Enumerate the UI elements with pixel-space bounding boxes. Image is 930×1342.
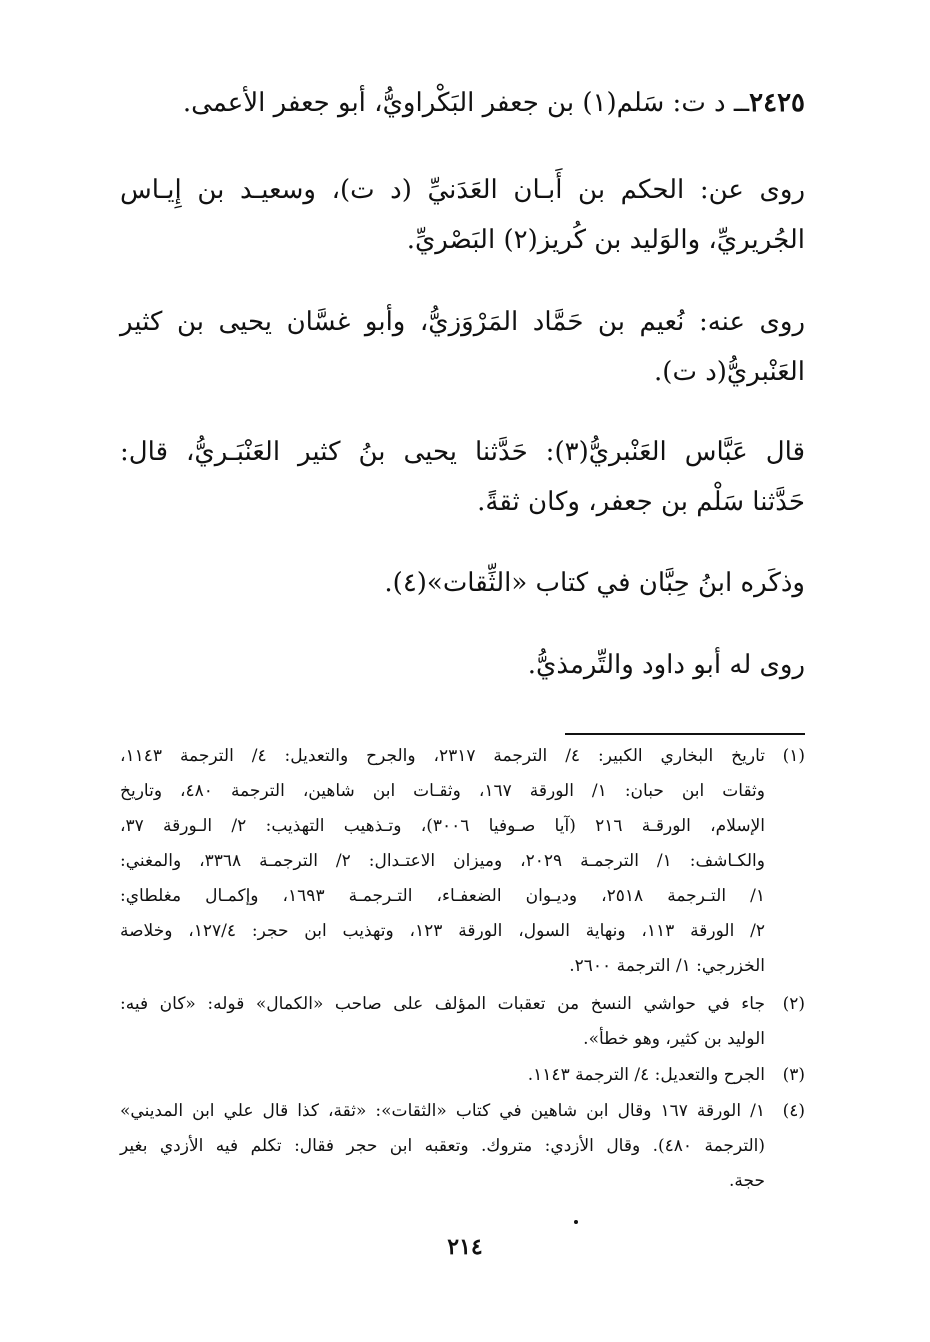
- footnote-marker: (١): [782, 746, 805, 766]
- footnote-1-line-5: ١/ التـرجمة ٢٥١٨، وديـوان الضعفـاء، التـرجمـة ١٦٩٣، وإكمـال مغلطاي:: [120, 886, 765, 906]
- page-number: ٢١٤: [447, 1234, 483, 1260]
- footnote-1-line-6: ٢/ الورقة ١١٣، ونهاية السول، الورقة ١٢٣، وتهذيب ابن حجر: ١٢٧/٤، وخلاصة: [120, 921, 766, 941]
- footnote-4-line-1: ١/ الورقة ١٦٧ وقال ابن شاهين في كتاب «الثقات»: «ثقة، كذا قال علي ابن المديني»: [120, 1101, 765, 1121]
- narrated-from-line-2: الجُريريِّ، والوَليد بن كُريز(٢) البَصْريِّ.: [406, 225, 805, 255]
- footnote-1-line-7: الخزرجي: ١/ الترجمة ٢٦٠٠.: [569, 956, 765, 976]
- quote-line-2: حَدَّثنا سَلْم بن جعفر، وكان ثقةً.: [477, 487, 805, 517]
- footnote-2-line-2: الوليد بن كثير، وهو خطأ».: [583, 1029, 765, 1049]
- footnote-separator: [565, 733, 805, 735]
- narrated-by-line-1: روى عنه: نُعيم بن حَمَّاد المَرْوَزيُّ، وأبو غسَّان يحيى بن كثير: [120, 307, 805, 337]
- footnote-marker: (٤): [782, 1101, 805, 1121]
- narrated-by-line-2: العَنْبريُّ(د ت).: [654, 357, 805, 387]
- footnote-4-line-2: (الترجمة ٤٨٠). وقال الأزدي: متروك. وتعقبه ابن حجر فقال: تكلم فيه الأزدي بغير: [120, 1136, 765, 1156]
- ibn-hibban-line: وذكَره ابنُ حِبَّان في كتاب «الثِّقات»(٤).: [384, 568, 805, 598]
- entry-number: ٢٤٢٥: [749, 88, 805, 118]
- quote-line-1: قال عَبَّاس العَنْبريُّ(٣): حَدَّثنا يحيى بنُ كثير العَنْبَـريُّ، قال:: [120, 437, 806, 467]
- footnote-1-line-4: والكـاشف: ١/ الترجمـة ٢٠٢٩، وميزان الاعتـدال: ٢/ الترجمـة ٣٣٦٨، والمغني:: [120, 851, 765, 871]
- footnote-1-line-2: وثقات ابن حبان: ١/ الورقة ١٦٧، وثقـات ابن شاهين، الترجمة ٤٨٠، وتاريخ: [120, 781, 765, 801]
- narrated-for-line: روى له أبو داود والتِّرمذيُّ.: [527, 650, 805, 680]
- entry-heading: [120, 88, 805, 119]
- footnote-1-line-3: الإسلام، الورقـة ٢١٦ (آيا صـوفيا ٣٠٠٦)، وتـذهيب التهذيب: ٢/ الـورقة ٣٧،: [120, 816, 765, 836]
- narrated-from-line-1: روى عن: الحكم بن أَبـان العَدَنيِّ (د ت)، وسعيـد بن إِيـاس: [120, 175, 805, 205]
- ink-speck: [574, 1220, 578, 1224]
- footnote-1-line-1: تاريخ البخاري الكبير: ٤/ الترجمة ٢٣١٧، والجرح والتعديل: ٤/ الترجمة ١١٤٣،: [120, 746, 765, 766]
- footnote-3-line-1: الجرح والتعديل: ٤/ الترجمة ١١٤٣.: [527, 1065, 765, 1085]
- footnote-2-line-1: جاء في حواشي النسخ من تعقبات المؤلف على صاحب «الكمال» قوله: «كان فيه:: [120, 994, 765, 1014]
- footnote-marker: (٢): [782, 994, 805, 1014]
- footnote-4-line-3: حجة.: [728, 1171, 765, 1191]
- entry-heading-text: ــ د ت: سَلم(١) بن جعفر البَكْراويُّ، أبو جعفر الأعمى.: [182, 88, 750, 118]
- footnote-marker: (٣): [782, 1065, 805, 1085]
